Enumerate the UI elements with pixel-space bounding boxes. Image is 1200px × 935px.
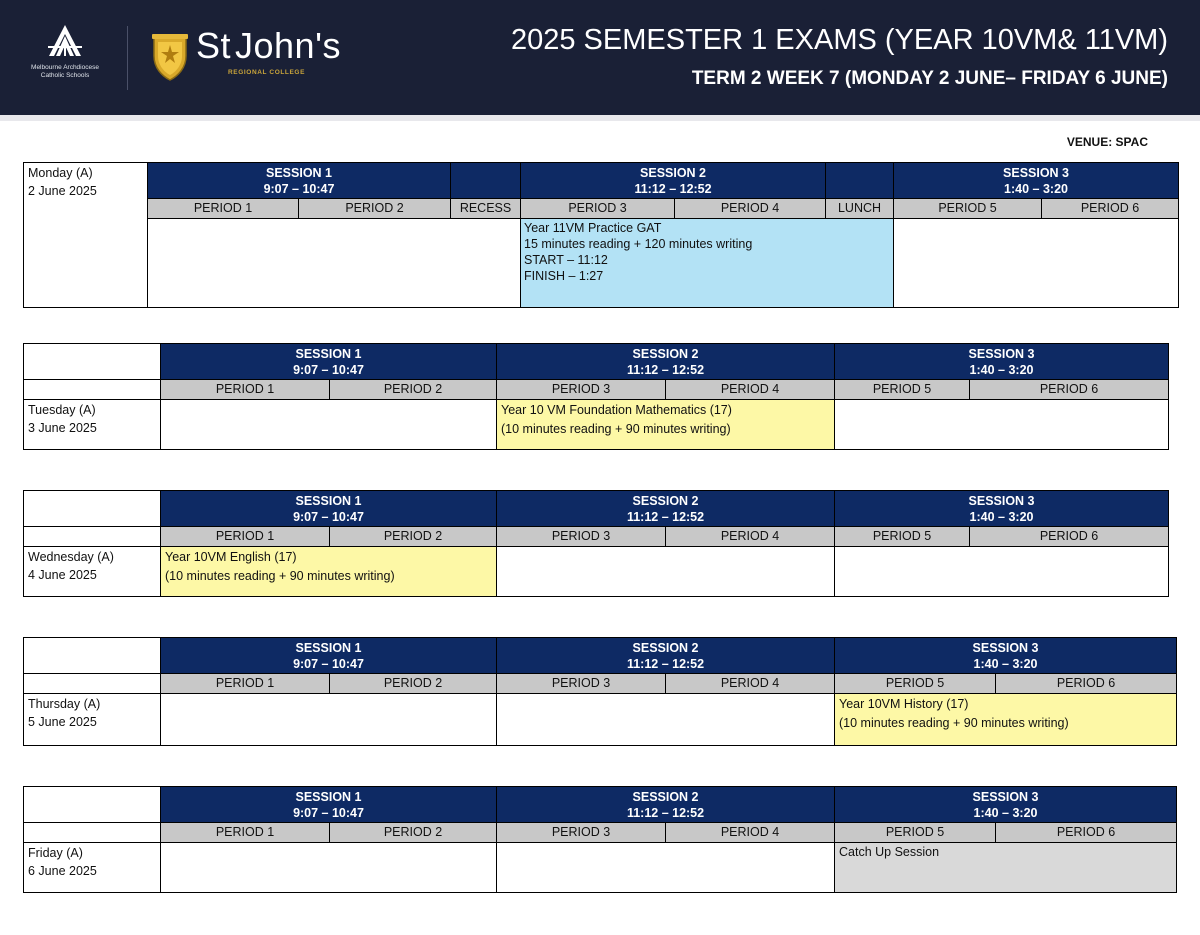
session-name: SESSION 3 bbox=[968, 347, 1035, 361]
college-name-st: St bbox=[196, 25, 232, 66]
exam-title: Catch Up Session bbox=[839, 845, 940, 859]
session-3-header bbox=[835, 638, 1177, 674]
session-2-header bbox=[497, 787, 835, 823]
lunch-header: LUNCH bbox=[826, 199, 894, 219]
period-2-header: PERIOD 2 bbox=[299, 199, 451, 219]
session-name: SESSION 2 bbox=[632, 347, 699, 361]
period-5-header: PERIOD 5 bbox=[835, 674, 996, 694]
empty-slot bbox=[497, 843, 835, 893]
monday-schedule-table bbox=[23, 162, 1179, 308]
period-4-header: PERIOD 4 bbox=[666, 674, 835, 694]
empty-slot bbox=[161, 843, 497, 893]
exam-duration: (10 minutes reading + 90 minutes writing) bbox=[165, 569, 395, 583]
corner-cell bbox=[24, 674, 161, 694]
session-time: 11:12 – 12:52 bbox=[626, 363, 705, 377]
session-time: 11:12 – 12:52 bbox=[626, 806, 705, 820]
session-2-header bbox=[521, 163, 826, 199]
period-5-header: PERIOD 5 bbox=[835, 380, 970, 400]
session-name: SESSION 1 bbox=[295, 347, 362, 361]
session-3-header bbox=[835, 787, 1177, 823]
session-2-header bbox=[497, 491, 835, 527]
empty-slot bbox=[894, 219, 1179, 308]
session-1-header bbox=[161, 638, 497, 674]
session-name: SESSION 2 bbox=[632, 790, 699, 804]
session-1-header bbox=[161, 344, 497, 380]
corner-cell bbox=[24, 787, 161, 823]
day-date: 3 June 2025 bbox=[28, 421, 97, 435]
header-banner bbox=[0, 0, 1200, 115]
exam-start: START – 11:12 bbox=[524, 253, 608, 267]
macs-text-line1: Melbourne Archdiocese bbox=[31, 64, 99, 71]
session-time: 9:07 – 10:47 bbox=[293, 363, 364, 377]
session-3-header bbox=[835, 491, 1169, 527]
exam-cell bbox=[835, 694, 1177, 746]
college-name bbox=[196, 26, 341, 66]
session-time: 1:40 – 3:20 bbox=[1004, 182, 1068, 196]
day-cell-friday bbox=[24, 843, 161, 893]
thursday-schedule-table bbox=[23, 637, 1177, 746]
lunch-header-blank bbox=[826, 163, 894, 199]
exam-title: Year 11VM Practice GAT bbox=[524, 221, 662, 235]
session-time: 9:07 – 10:47 bbox=[263, 182, 335, 196]
session-time: 11:12 – 12:52 bbox=[634, 182, 712, 196]
macs-logo bbox=[25, 22, 105, 94]
exam-cell bbox=[521, 219, 894, 308]
friday-schedule-table bbox=[23, 786, 1177, 893]
day-name: Friday (A) bbox=[28, 846, 83, 860]
page-subtitle: TERM 2 WEEK 7 (MONDAY 2 JUNE– FRIDAY 6 JUNE) bbox=[691, 68, 1168, 89]
session-name: SESSION 1 bbox=[295, 494, 362, 508]
empty-slot bbox=[835, 547, 1169, 597]
period-3-header: PERIOD 3 bbox=[497, 527, 666, 547]
period-6-header: PERIOD 6 bbox=[996, 823, 1177, 843]
session-name: SESSION 3 bbox=[968, 494, 1035, 508]
exam-title: Year 10VM History (17) bbox=[839, 697, 969, 711]
empty-slot bbox=[161, 400, 497, 450]
session-name: SESSION 1 bbox=[266, 166, 332, 180]
macs-text-line2: Catholic Schools bbox=[40, 72, 90, 79]
period-4-header: PERIOD 4 bbox=[675, 199, 826, 219]
session-time: 11:12 – 12:52 bbox=[626, 510, 705, 524]
session-time: 9:07 – 10:47 bbox=[293, 806, 364, 820]
exam-finish: FINISH – 1:27 bbox=[524, 269, 604, 283]
session-name: SESSION 1 bbox=[295, 790, 362, 804]
page-title: 2025 SEMESTER 1 EXAMS (YEAR 10VM& 11VM) bbox=[510, 24, 1168, 56]
day-name: Monday (A) bbox=[28, 166, 93, 180]
college-name-john: John's bbox=[235, 25, 341, 66]
day-cell-wednesday bbox=[24, 547, 161, 597]
tuesday-schedule-table bbox=[23, 343, 1169, 450]
session-name: SESSION 2 bbox=[632, 641, 699, 655]
header-underline bbox=[0, 115, 1200, 121]
session-2-header bbox=[497, 344, 835, 380]
empty-slot bbox=[835, 400, 1169, 450]
corner-cell bbox=[24, 823, 161, 843]
corner-cell bbox=[24, 638, 161, 674]
corner-cell bbox=[24, 380, 161, 400]
empty-slot bbox=[497, 547, 835, 597]
corner-cell bbox=[24, 344, 161, 380]
period-6-header: PERIOD 6 bbox=[1042, 199, 1179, 219]
session-name: SESSION 3 bbox=[972, 790, 1039, 804]
empty-slot bbox=[497, 694, 835, 746]
period-5-header: PERIOD 5 bbox=[835, 527, 970, 547]
session-time: 1:40 – 3:20 bbox=[973, 806, 1038, 820]
empty-slot bbox=[161, 694, 497, 746]
period-1-header: PERIOD 1 bbox=[148, 199, 299, 219]
session-3-header bbox=[835, 344, 1169, 380]
day-cell-thursday bbox=[24, 694, 161, 746]
recess-header: RECESS bbox=[451, 199, 521, 219]
session-time: 9:07 – 10:47 bbox=[293, 510, 364, 524]
period-5-header: PERIOD 5 bbox=[894, 199, 1042, 219]
period-1-header: PERIOD 1 bbox=[161, 823, 330, 843]
college-subtitle: REGIONAL COLLEGE bbox=[228, 69, 306, 76]
period-2-header: PERIOD 2 bbox=[330, 527, 497, 547]
session-time: 11:12 – 12:52 bbox=[626, 657, 705, 671]
period-1-header: PERIOD 1 bbox=[161, 674, 330, 694]
session-name: SESSION 3 bbox=[1003, 166, 1070, 180]
wednesday-schedule-table bbox=[23, 490, 1169, 597]
period-3-header: PERIOD 3 bbox=[497, 674, 666, 694]
period-4-header: PERIOD 4 bbox=[666, 527, 835, 547]
day-date: 2 June 2025 bbox=[28, 184, 97, 198]
session-time: 1:40 – 3:20 bbox=[969, 510, 1034, 524]
period-4-header: PERIOD 4 bbox=[666, 380, 835, 400]
day-cell-tuesday bbox=[24, 400, 161, 450]
day-date: 6 June 2025 bbox=[28, 864, 97, 878]
exam-cell bbox=[835, 843, 1177, 893]
period-3-header: PERIOD 3 bbox=[521, 199, 675, 219]
exam-duration: (10 minutes reading + 90 minutes writing) bbox=[501, 422, 731, 436]
session-3-header bbox=[894, 163, 1179, 199]
day-cell-monday bbox=[24, 163, 148, 308]
period-3-header: PERIOD 3 bbox=[497, 823, 666, 843]
corner-cell bbox=[24, 491, 161, 527]
recess-header-blank bbox=[451, 163, 521, 199]
period-2-header: PERIOD 2 bbox=[330, 823, 497, 843]
session-2-header bbox=[497, 638, 835, 674]
period-6-header: PERIOD 6 bbox=[996, 674, 1177, 694]
exam-duration: 15 minutes reading + 120 minutes writing bbox=[524, 237, 753, 251]
day-name: Thursday (A) bbox=[28, 697, 101, 711]
period-6-header: PERIOD 6 bbox=[970, 527, 1169, 547]
session-1-header bbox=[161, 491, 497, 527]
day-name: Wednesday (A) bbox=[28, 550, 114, 564]
day-date: 4 June 2025 bbox=[28, 568, 97, 582]
period-6-header: PERIOD 6 bbox=[970, 380, 1169, 400]
session-time: 1:40 – 3:20 bbox=[969, 363, 1034, 377]
exam-title: Year 10VM English (17) bbox=[165, 550, 297, 564]
logo-divider bbox=[127, 26, 128, 90]
session-1-header bbox=[161, 787, 497, 823]
session-time: 1:40 – 3:20 bbox=[973, 657, 1038, 671]
day-date: 5 June 2025 bbox=[28, 715, 97, 729]
exam-title: Year 10 VM Foundation Mathematics (17) bbox=[501, 403, 732, 417]
session-name: SESSION 2 bbox=[640, 166, 707, 180]
period-2-header: PERIOD 2 bbox=[330, 674, 497, 694]
session-name: SESSION 3 bbox=[972, 641, 1039, 655]
exam-duration: (10 minutes reading + 90 minutes writing) bbox=[839, 716, 1069, 730]
session-1-header bbox=[148, 163, 451, 199]
venue-label: VENUE: SPAC bbox=[1066, 135, 1148, 149]
period-1-header: PERIOD 1 bbox=[161, 380, 330, 400]
exam-cell bbox=[497, 400, 835, 450]
empty-slot bbox=[148, 219, 521, 308]
period-3-header: PERIOD 3 bbox=[497, 380, 666, 400]
college-crest-icon bbox=[150, 32, 190, 87]
session-name: SESSION 2 bbox=[632, 494, 699, 508]
day-name: Tuesday (A) bbox=[28, 403, 96, 417]
session-name: SESSION 1 bbox=[295, 641, 362, 655]
period-2-header: PERIOD 2 bbox=[330, 380, 497, 400]
session-time: 9:07 – 10:47 bbox=[293, 657, 364, 671]
period-1-header: PERIOD 1 bbox=[161, 527, 330, 547]
period-4-header: PERIOD 4 bbox=[666, 823, 835, 843]
corner-cell bbox=[24, 527, 161, 547]
exam-cell bbox=[161, 547, 497, 597]
period-5-header: PERIOD 5 bbox=[835, 823, 996, 843]
macs-emblem-icon bbox=[45, 22, 85, 62]
